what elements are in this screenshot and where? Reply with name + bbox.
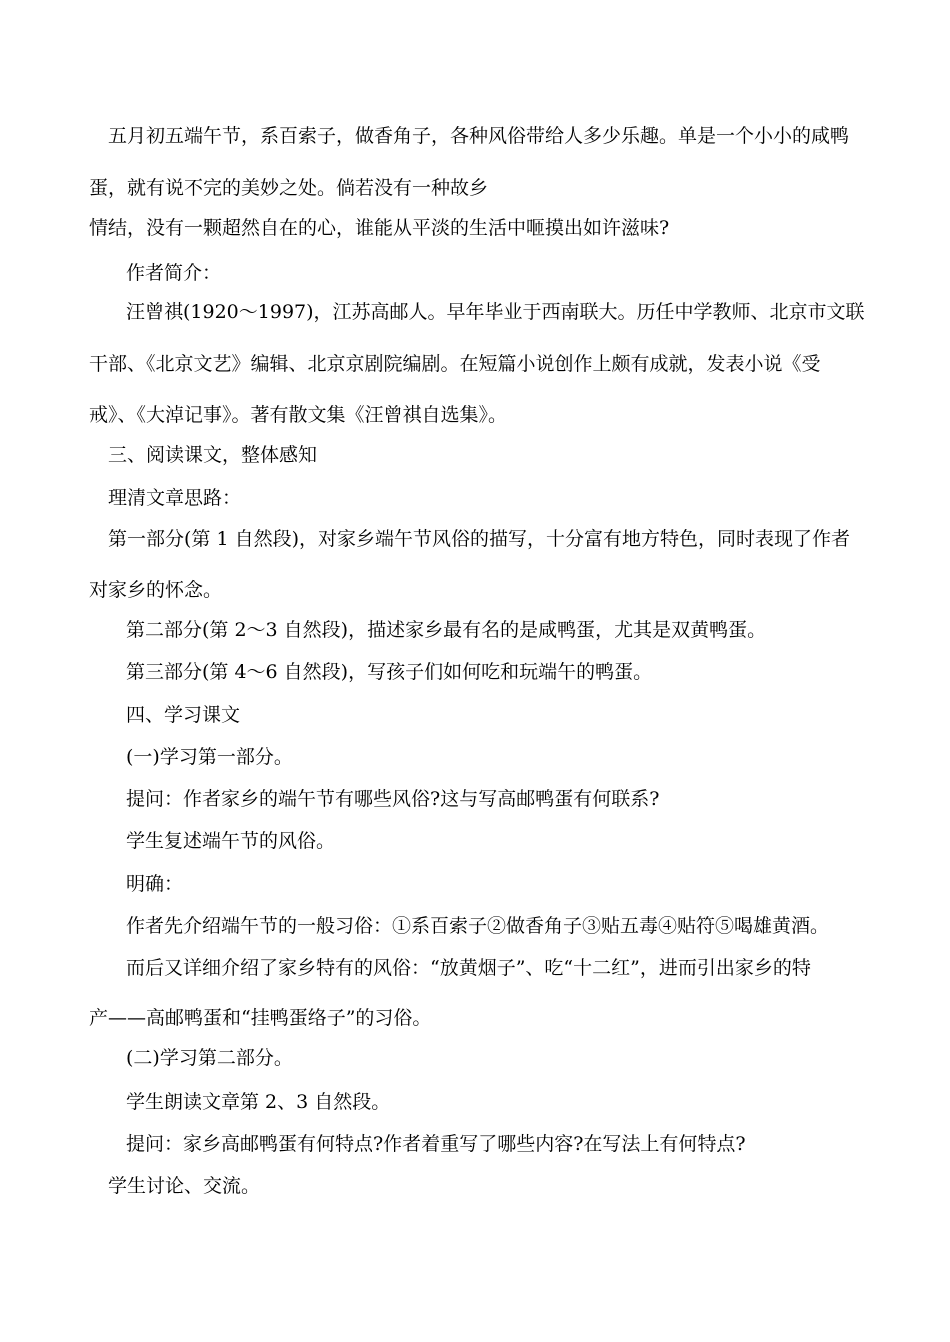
text-line-20: 而后又详细介绍了家乡特有的风俗：“放黄烟子”、吃“十二红”，进而引出家乡的特 bbox=[126, 957, 811, 979]
text-line-3: 情结，没有一颗超然自在的心，谁能从平淡的生活中咂摸出如许滋味? bbox=[89, 217, 670, 239]
text-line-1: 五月初五端午节，系百索子，做香角子，各种风俗带给人多少乐趣。单是一个小小的咸鸭 bbox=[108, 125, 850, 147]
text-line-16: 提问：作者家乡的端午节有哪些风俗?这与写高邮鸭蛋有何联系? bbox=[126, 788, 660, 810]
text-line-24: 提问：家乡高邮鸭蛋有何特点?作者着重写了哪些内容?在写法上有何特点? bbox=[126, 1133, 746, 1155]
text-line-4: 作者简介： bbox=[126, 262, 222, 284]
text-line-15: (一)学习第一部分。 bbox=[126, 746, 293, 768]
text-line-6: 干部、《北京文艺》编辑、北京京剧院编剧。在短篇小说创作上颇有成就，发表小说《受 bbox=[89, 353, 821, 375]
text-line-17: 学生复述端午节的风俗。 bbox=[126, 830, 336, 852]
text-line-8: 三、阅读课文，整体感知 bbox=[108, 444, 318, 466]
text-line-12: 第二部分(第 2～3 自然段)，描述家乡最有名的是咸鸭蛋，尤其是双黄鸭蛋。 bbox=[126, 619, 767, 641]
text-line-23: 学生朗读文章第 2、3 自然段。 bbox=[126, 1091, 391, 1113]
text-line-10: 第一部分(第 1 自然段)，对家乡端午节风俗的描写，十分富有地方特色，同时表现了作者 bbox=[108, 528, 850, 550]
text-line-9: 理清文章思路： bbox=[108, 487, 242, 509]
text-line-22: (二)学习第二部分。 bbox=[126, 1047, 293, 1069]
text-line-25: 学生讨论、交流。 bbox=[108, 1175, 261, 1197]
text-line-14: 四、学习课文 bbox=[126, 704, 241, 726]
text-line-7: 戒》、《大淖记事》。著有散文集《汪曾祺自选集》。 bbox=[89, 404, 508, 426]
text-line-19: 作者先介绍端午节的一般习俗：①系百索子②做香角子③贴五毒④贴符⑤喝雄黄酒。 bbox=[126, 915, 830, 937]
text-line-18: 明确： bbox=[126, 873, 184, 895]
text-line-5: 汪曾祺(1920～1997)，江苏高邮人。早年毕业于西南联大。历任中学教师、北京市文联 bbox=[126, 301, 865, 323]
text-line-2: 蛋，就有说不完的美妙之处。倘若没有一种故乡 bbox=[89, 177, 489, 199]
text-line-11: 对家乡的怀念。 bbox=[89, 579, 223, 601]
text-line-21: 产——高邮鸭蛋和“挂鸭蛋络子”的习俗。 bbox=[89, 1007, 432, 1029]
text-line-13: 第三部分(第 4～6 自然段)，写孩子们如何吃和玩端午的鸭蛋。 bbox=[126, 661, 653, 683]
